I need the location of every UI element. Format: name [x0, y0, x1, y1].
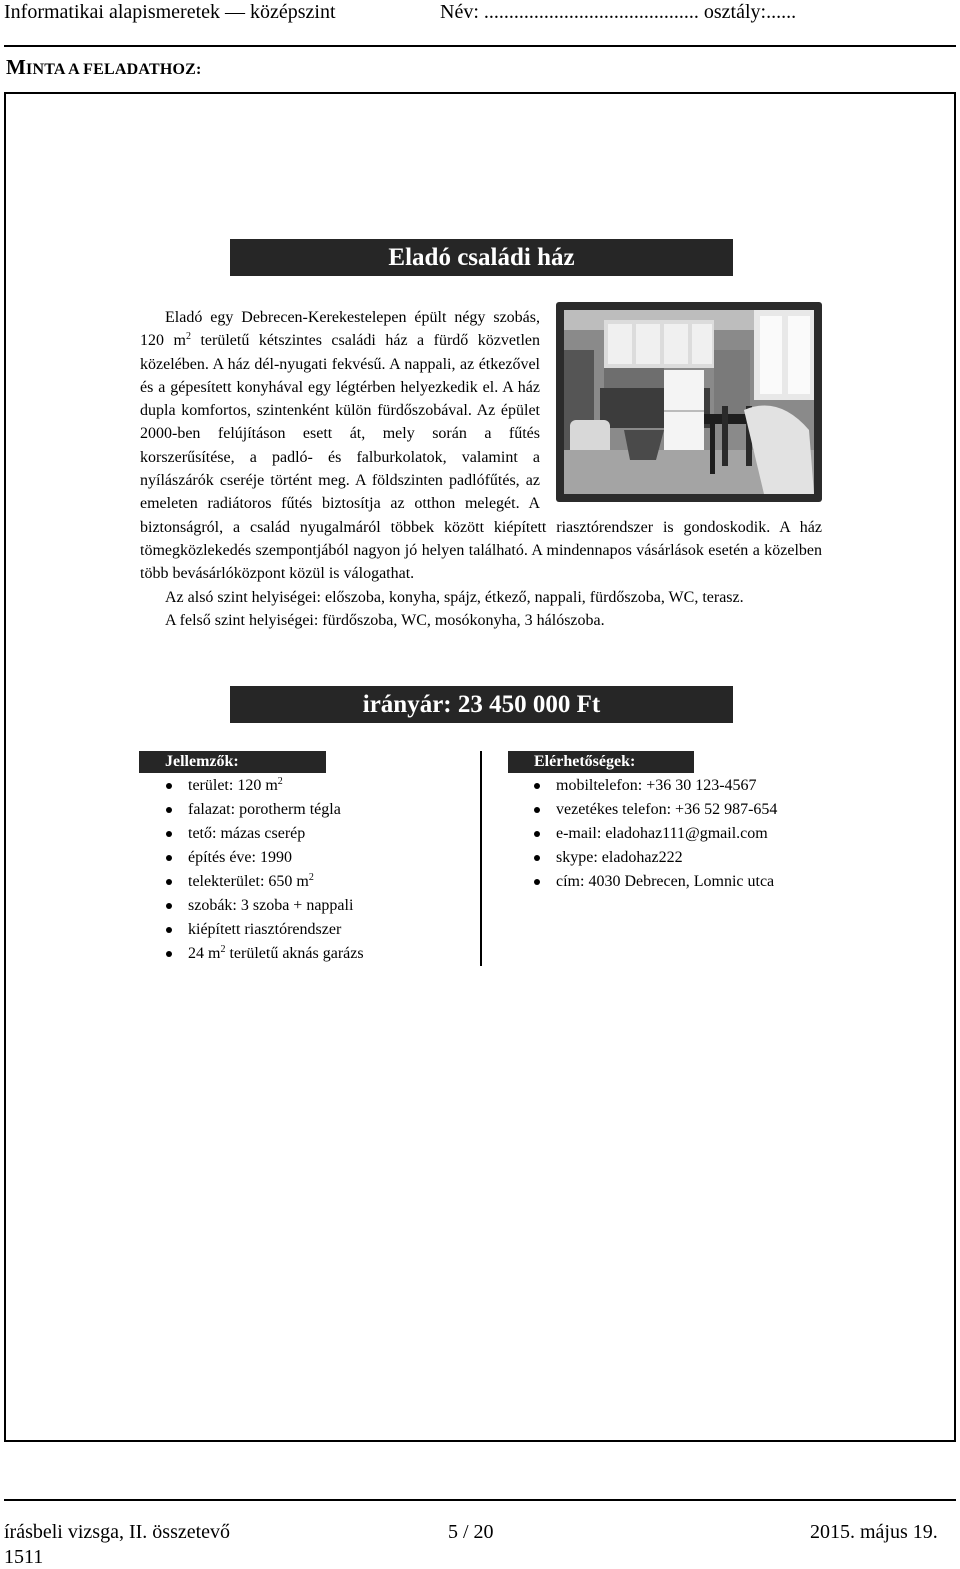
- kitchen-photo: [564, 310, 814, 494]
- price-banner: irányár: 23 450 000 Ft: [230, 686, 733, 723]
- footer-date: 2015. május 19.: [810, 1521, 938, 1543]
- feature-item: [165, 822, 364, 846]
- feature-item: [165, 798, 364, 822]
- feature-item: [165, 894, 364, 918]
- footer-exam-label: írásbeli vizsga, II. összetevő: [4, 1521, 231, 1543]
- column-divider: [480, 751, 482, 966]
- header-divider: [4, 45, 956, 47]
- feature-item: [165, 774, 364, 798]
- name-class-field: Név: ........................................... osztály:......: [440, 1, 797, 23]
- features-list: [165, 774, 364, 966]
- features-heading: Jellemzők:: [139, 751, 326, 773]
- feature-item-text: építés éve: 1990: [188, 849, 292, 866]
- lower-level-rooms: Az alsó szint helyiségei: előszoba, konyha, spájz, étkező, nappali, fürdőszoba, WC, terasz.: [165, 588, 744, 606]
- feature-item-sup: 2: [308, 872, 314, 883]
- feature-item-text: 24 m: [188, 945, 221, 962]
- section-title: [6, 55, 202, 80]
- document-header-title: Informatikai alapismeretek — középszint: [4, 1, 336, 23]
- contact-address: cím: 4030 Debrecen, Lomnic utca: [533, 870, 777, 894]
- section-title-initial: M: [6, 55, 27, 79]
- contact-email: e-mail: eladohaz111@gmail.com: [533, 822, 777, 846]
- footer-page-number: 5 / 20: [448, 1521, 494, 1543]
- ad-description-start: Eladó egy Debrecen-Kerekestelepen épült négy szobás, 120 m: [140, 309, 540, 350]
- feature-item-text: szobák: 3 szoba + nappali: [188, 897, 354, 914]
- feature-item-text: kiépített riasztórendszer: [188, 921, 342, 938]
- ad-title: Eladó családi ház: [230, 239, 733, 276]
- feature-item-text: tető: mázas cserép: [188, 825, 306, 842]
- feature-item: [165, 918, 364, 942]
- feature-item-text: telekterület: 650 m: [188, 873, 309, 890]
- upper-level-rooms: A felső szint helyiségei: fürdőszoba, WC, mosókonyha, 3 hálószoba.: [165, 611, 605, 629]
- contact-skype: skype: eladohaz222: [533, 846, 777, 870]
- feature-item: [165, 942, 364, 966]
- feature-item: [165, 846, 364, 870]
- feature-item-sup: 2: [220, 944, 226, 955]
- footer-divider: [4, 1499, 956, 1501]
- contacts-list: [533, 774, 777, 894]
- contact-mobile: mobiltelefon: +36 30 123-4567: [533, 774, 777, 798]
- section-title-rest: INTA A FELADATHOZ:: [26, 61, 202, 78]
- ad-photo-frame: [556, 302, 822, 502]
- ad-description-area-sup: 2: [185, 331, 191, 343]
- ad-body: [140, 306, 822, 632]
- footer-code: 1511: [4, 1546, 44, 1568]
- feature-item-text: falazat: porotherm tégla: [188, 801, 341, 818]
- feature-item-sup: 2: [277, 776, 283, 787]
- contact-landline: vezetékes telefon: +36 52 987-654: [533, 798, 777, 822]
- feature-item: [165, 870, 364, 894]
- contacts-heading: Elérhetőségek:: [508, 751, 694, 773]
- feature-item-text: terület: 120 m: [188, 777, 278, 794]
- ad-description-rest: területű kétszintes családi ház a fürdő közvetlen közelében. A ház dél-nyugati fekvésű. A nappali, az étkezővel és a gépesített konyhával egy légtérben helyezkedik el. A ház dupla komfortos, szintenként külön fürdőszobával. Az épület 2000-ben felújításon esett át, mely során a fűtés korszerűsítése, a padló- és falburkolatok, valamint a nyílászárók cseréje történt meg. A földszinten padlófűtés, az emeleten radiátoros fűtés biztosítja az otthon melegét. A biztonságról, a család nyugalmáról többek között kiépített riasztórendszer is gondoskodik. A ház tömegközlekedés szempontjából nagyon jó helyen található. A mindennapos vásárlások esetén a közelben több bevásárlóközpont közül is válogathat.: [140, 332, 822, 583]
- feature-item-tail: területű aknás garázs: [225, 945, 364, 962]
